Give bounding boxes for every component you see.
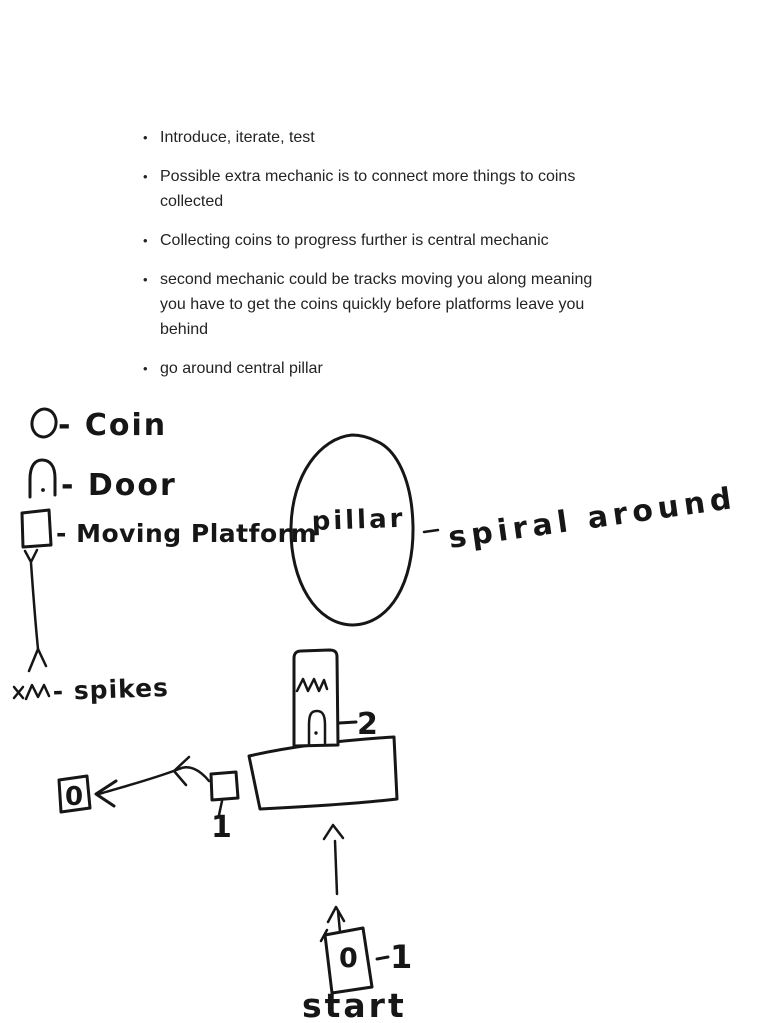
note-bullet (143, 356, 653, 381)
door-knob-dot (41, 488, 45, 492)
pillar-annotation-dash (424, 530, 438, 532)
bullet-icon: • (143, 130, 148, 145)
platform-base (249, 737, 397, 809)
up-arrowhead-bottom-icon (328, 907, 344, 922)
label-2: 2 (357, 707, 378, 742)
bullet-icon: • (143, 361, 148, 376)
up-arrow-shaft-top (335, 841, 337, 894)
start-coin-value: 0 (339, 943, 358, 974)
coin-symbol-icon (30, 407, 58, 439)
note-line: Possible extra mechanic is to connect more things to coins (160, 168, 576, 185)
up-arrowhead-top-icon (324, 825, 343, 839)
down-arrow-shaft (31, 563, 38, 649)
bullet-icon: • (143, 272, 148, 287)
pillar-diagram (291, 435, 739, 625)
legend-spikes (14, 673, 169, 706)
legend-spikes-label: - spikes (52, 672, 170, 706)
note-bullet (143, 228, 653, 253)
note-text (160, 125, 315, 150)
legend-coin-label: - Coin (58, 408, 168, 443)
note-bullet (143, 125, 653, 150)
note-line: behind (160, 321, 209, 338)
note-text (160, 228, 549, 253)
note-line: Introduce, iterate, test (160, 129, 315, 146)
label-neg1-dash (377, 957, 388, 959)
note-line: Collecting coins to progress further is central mechanic (160, 232, 549, 249)
level-map (59, 650, 412, 1023)
label-neg1: 1 (390, 938, 413, 976)
label-2-leader-line (339, 722, 356, 723)
tower-door-dot (314, 731, 317, 734)
note-text (160, 267, 592, 342)
note-line: second mechanic could be tracks moving you along meaning (160, 271, 593, 288)
pillar-annotation: spiral around (446, 480, 739, 556)
note-text (160, 356, 323, 381)
note-line: collected (160, 193, 224, 210)
sketch-canvas (0, 395, 767, 1023)
note-bullet (143, 267, 653, 342)
moving-platform-1-box (211, 772, 238, 800)
bullet-icon: • (143, 169, 148, 184)
coin-target-value: 0 (65, 782, 84, 812)
notes-list (143, 125, 653, 395)
pillar-label: pillar (311, 503, 406, 537)
legend-moving-platform (22, 510, 317, 671)
label-1: 1 (211, 810, 232, 845)
note-line: go around central pillar (160, 360, 323, 377)
legend-moving-platform-label: - Moving Platform (56, 519, 318, 548)
down-arrowhead-icon (25, 550, 37, 562)
route-arrow-end-head-icon (96, 781, 116, 806)
bullet-icon: • (143, 233, 148, 248)
down-arrow-end-icon (29, 649, 46, 671)
moving-platform-symbol-icon (22, 510, 51, 547)
legend-coin (30, 407, 167, 443)
start-label: start (302, 986, 407, 1023)
note-bullet (143, 164, 653, 214)
note-line: you have to get the coins quickly before platforms leave you (160, 296, 585, 313)
legend-door (30, 460, 177, 503)
note-text (160, 164, 575, 214)
spikes-zigzag-icon (26, 685, 49, 699)
spikes-x-mark-icon (14, 687, 23, 698)
legend-door-label: - Door (61, 468, 177, 503)
